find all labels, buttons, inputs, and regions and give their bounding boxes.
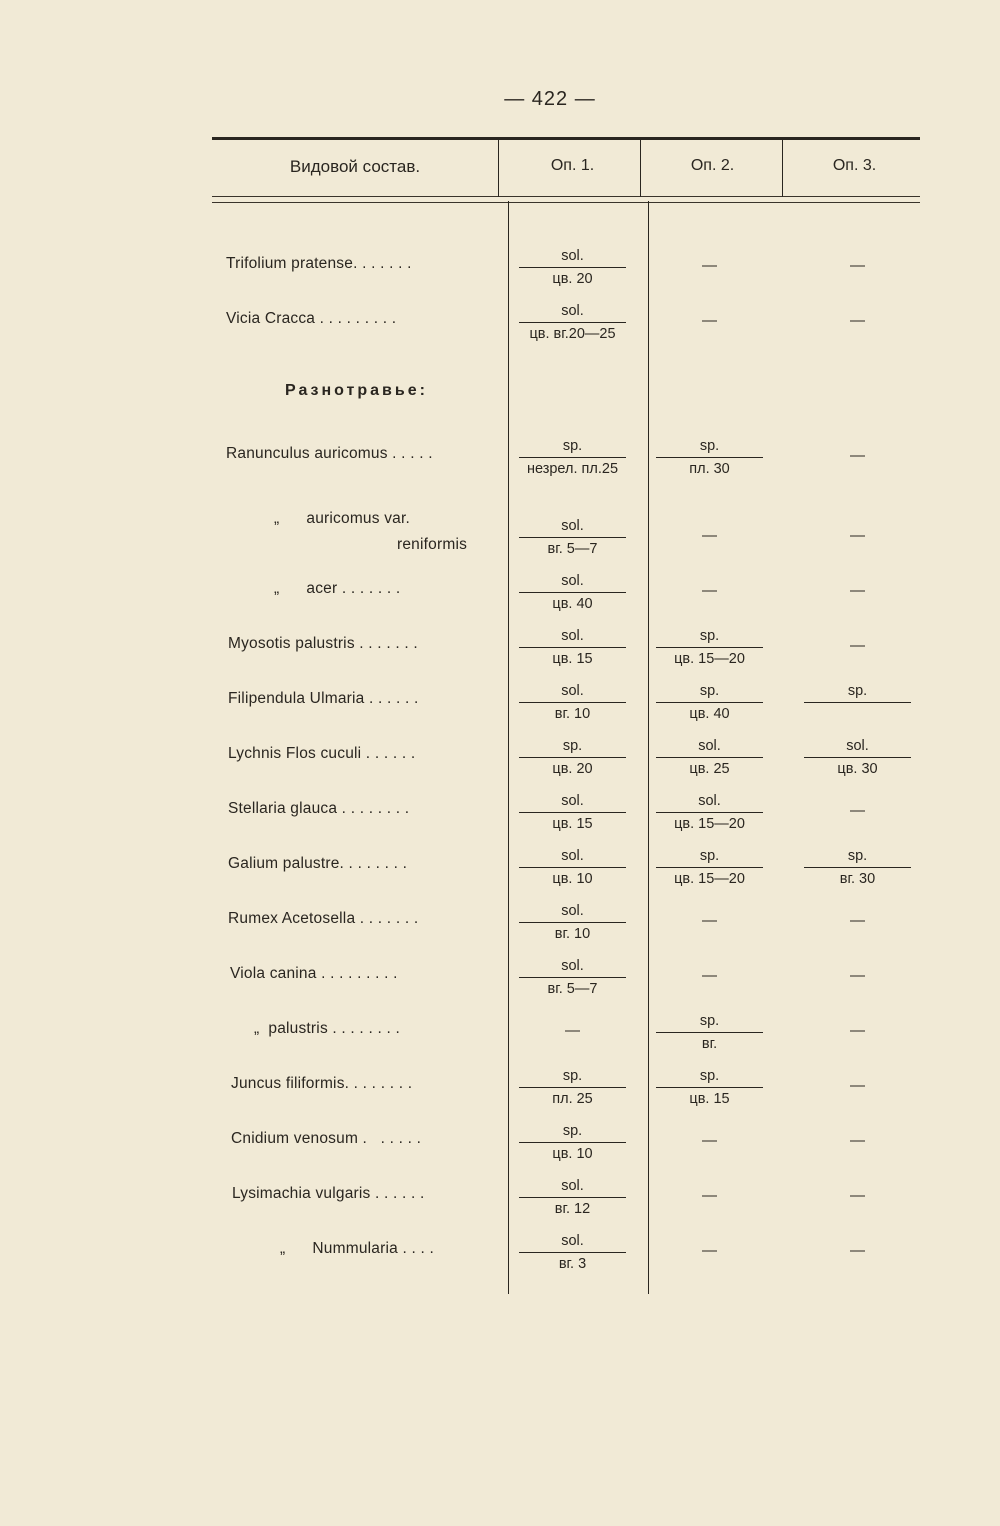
species-name: „ palustris . . . . . . . . xyxy=(254,1020,400,1037)
empty-cell-dash: — xyxy=(850,1242,865,1259)
phase-value: цв. 15 xyxy=(552,816,593,832)
header-op1: Оп. 1. xyxy=(550,157,595,174)
phase-value: цв. 40 xyxy=(689,706,730,722)
abundance-value: sp. xyxy=(699,628,720,644)
fraction-line xyxy=(519,457,626,458)
fraction-line xyxy=(804,867,911,868)
phase-value: пл. 25 xyxy=(552,1091,593,1107)
cell-op2 xyxy=(652,1011,767,1054)
fraction-line xyxy=(656,457,763,458)
abundance-value: sp. xyxy=(847,848,868,864)
species-name: Stellaria glauca . . . . . . . . xyxy=(228,800,410,817)
species-name: Juncus filiformis. . . . . . . . xyxy=(231,1075,413,1092)
fraction-line xyxy=(519,812,626,813)
phase-value: цв. 25 xyxy=(689,761,730,777)
cell-op1 xyxy=(515,1231,630,1274)
species-name: Vicia Cracca . . . . . . . . . xyxy=(226,310,397,327)
column-divider xyxy=(498,140,499,197)
fraction-line xyxy=(519,1252,626,1253)
empty-cell-dash: — xyxy=(850,312,865,329)
phase-value: цв. 20 xyxy=(552,271,593,287)
fraction-line xyxy=(656,702,763,703)
phase-value: вг. 12 xyxy=(554,1201,591,1217)
empty-cell-dash: — xyxy=(702,257,717,274)
phase-value: незрел. пл.25 xyxy=(526,461,619,477)
phase-value: цв. 20 xyxy=(552,761,593,777)
species-name: Myosotis palustris . . . . . . . xyxy=(228,635,418,652)
phase-value: цв. 15 xyxy=(689,1091,730,1107)
empty-cell-dash: — xyxy=(850,912,865,929)
cell-op2 xyxy=(652,791,767,834)
fraction-line xyxy=(519,592,626,593)
empty-cell-dash: — xyxy=(850,1187,865,1204)
species-name: Ranunculus auricomus . . . . . xyxy=(226,445,433,462)
abundance-value: sp. xyxy=(699,683,720,699)
phase-value xyxy=(800,704,915,724)
cell-op1 xyxy=(515,681,630,724)
cell-op1 xyxy=(515,436,630,479)
species-name: Filipendula Ulmaria . . . . . . xyxy=(228,690,419,707)
species-name: „ acer . . . . . . . xyxy=(274,580,401,597)
table-top-rule xyxy=(212,137,920,140)
abundance-value: sol. xyxy=(846,738,869,754)
fraction-line xyxy=(519,647,626,648)
phase-value: цв. 40 xyxy=(552,596,593,612)
empty-cell-dash: — xyxy=(850,447,865,464)
section-label: Разнотравье: xyxy=(285,382,428,399)
empty-cell-dash: — xyxy=(850,1132,865,1149)
cell-op2 xyxy=(652,436,767,479)
species-name: Lysimachia vulgaris . . . . . . xyxy=(232,1185,425,1202)
cell-op3 xyxy=(800,736,915,779)
abundance-value: sol. xyxy=(561,683,584,699)
abundance-value: sp. xyxy=(562,738,583,754)
fraction-line xyxy=(519,322,626,323)
phase-value: вг. 3 xyxy=(558,1256,587,1272)
empty-cell-dash: — xyxy=(850,1077,865,1094)
abundance-value: sol. xyxy=(561,303,584,319)
empty-cell-dash: — xyxy=(850,637,865,654)
empty-cell-dash: — xyxy=(850,257,865,274)
cell-op2 xyxy=(652,626,767,669)
species-name-continued: reniformis xyxy=(397,536,468,553)
table-header-rule xyxy=(212,196,920,203)
phase-value: цв. 15—20 xyxy=(674,816,745,832)
phase-value: вг. 30 xyxy=(839,871,876,887)
empty-cell-dash: — xyxy=(702,1242,717,1259)
fraction-line xyxy=(519,757,626,758)
species-name: Trifolium pratense. . . . . . . xyxy=(226,255,412,272)
phase-value: цв. 10 xyxy=(552,871,593,887)
empty-cell-dash: — xyxy=(850,967,865,984)
species-name: Cnidium venosum . . . . . . xyxy=(231,1130,422,1147)
abundance-value: sp. xyxy=(699,438,720,454)
abundance-value: sp. xyxy=(847,683,868,699)
phase-value: вг. 10 xyxy=(554,706,591,722)
cell-op1 xyxy=(515,956,630,999)
abundance-value: sol. xyxy=(561,518,584,534)
column-divider xyxy=(648,201,649,1294)
species-name: „ Nummularia . . . . xyxy=(280,1240,434,1257)
fraction-line xyxy=(519,267,626,268)
abundance-value: sol. xyxy=(561,573,584,589)
cell-op3 xyxy=(800,846,915,889)
species-name: Rumex Acetosella . . . . . . . xyxy=(228,910,419,927)
empty-cell-dash: — xyxy=(702,1187,717,1204)
cell-op3 xyxy=(800,681,915,724)
phase-value: пл. 30 xyxy=(689,461,730,477)
fraction-line xyxy=(656,867,763,868)
header-op3: Оп. 3. xyxy=(832,157,877,174)
species-name: Lychnis Flos cuculi . . . . . . xyxy=(228,745,416,762)
abundance-value: sol. xyxy=(561,248,584,264)
species-name: Viola canina . . . . . . . . . xyxy=(230,965,398,982)
header-op2: Оп. 2. xyxy=(690,157,735,174)
cell-op2 xyxy=(652,681,767,724)
fraction-line xyxy=(656,647,763,648)
abundance-value: sol. xyxy=(561,903,584,919)
fraction-line xyxy=(656,1087,763,1088)
empty-cell-dash: — xyxy=(702,312,717,329)
cell-op1 xyxy=(515,1121,630,1164)
cell-op1 xyxy=(515,1066,630,1109)
phase-value: вг. 10 xyxy=(554,926,591,942)
empty-cell-dash: — xyxy=(850,582,865,599)
cell-op1 xyxy=(515,846,630,889)
cell-op1 xyxy=(515,626,630,669)
fraction-line xyxy=(519,1142,626,1143)
species-name: Galium palustre. . . . . . . . xyxy=(228,855,408,872)
abundance-value: sp. xyxy=(699,1068,720,1084)
fraction-line xyxy=(804,757,911,758)
cell-op1 xyxy=(515,571,630,614)
abundance-value: sp. xyxy=(562,438,583,454)
phase-value: вг. 5—7 xyxy=(547,541,598,557)
fraction-line xyxy=(519,1197,626,1198)
cell-op2 xyxy=(652,1066,767,1109)
empty-cell-dash: — xyxy=(850,802,865,819)
abundance-value: sol. xyxy=(561,958,584,974)
empty-cell-dash: — xyxy=(702,582,717,599)
fraction-line xyxy=(804,702,911,703)
abundance-value: sol. xyxy=(561,628,584,644)
empty-cell-dash: — xyxy=(702,1132,717,1149)
column-divider xyxy=(508,201,509,1294)
fraction-line xyxy=(656,757,763,758)
phase-value: цв. 15—20 xyxy=(674,871,745,887)
fraction-line xyxy=(519,922,626,923)
cell-op1 xyxy=(515,736,630,779)
empty-cell-dash: — xyxy=(850,1022,865,1039)
header-species: Видовой состав. xyxy=(289,157,421,176)
abundance-value: sp. xyxy=(562,1068,583,1084)
empty-cell-dash: — xyxy=(565,1022,580,1039)
empty-cell-dash: — xyxy=(702,912,717,929)
abundance-value: sol. xyxy=(561,1233,584,1249)
empty-cell-dash: — xyxy=(850,527,865,544)
phase-value: вг. 5—7 xyxy=(547,981,598,997)
phase-value: цв. 15—20 xyxy=(674,651,745,667)
page-number: — 422 — xyxy=(504,88,596,110)
fraction-line xyxy=(656,1032,763,1033)
cell-op2 xyxy=(652,736,767,779)
cell-op2 xyxy=(652,846,767,889)
cell-op1 xyxy=(515,246,630,289)
fraction-line xyxy=(656,812,763,813)
abundance-value: sol. xyxy=(561,793,584,809)
phase-value: цв. 30 xyxy=(837,761,878,777)
column-divider xyxy=(782,140,783,197)
abundance-value: sol. xyxy=(561,1178,584,1194)
fraction-line xyxy=(519,702,626,703)
fraction-line xyxy=(519,1087,626,1088)
column-divider xyxy=(640,140,641,197)
phase-value: вг. xyxy=(701,1036,718,1052)
empty-cell-dash: — xyxy=(702,967,717,984)
species-name: „ auricomus var. xyxy=(274,510,410,527)
fraction-line xyxy=(519,537,626,538)
empty-cell-dash: — xyxy=(702,527,717,544)
fraction-line xyxy=(519,977,626,978)
phase-value: цв. вг.20—25 xyxy=(529,326,616,342)
cell-op1 xyxy=(515,1176,630,1219)
cell-op1 xyxy=(515,791,630,834)
cell-op1 xyxy=(515,516,630,559)
abundance-value: sp. xyxy=(699,848,720,864)
abundance-value: sol. xyxy=(698,793,721,809)
cell-op1 xyxy=(515,301,630,344)
cell-op1 xyxy=(515,901,630,944)
fraction-line xyxy=(519,867,626,868)
abundance-value: sol. xyxy=(698,738,721,754)
abundance-value: sol. xyxy=(561,848,584,864)
abundance-value: sp. xyxy=(699,1013,720,1029)
abundance-value: sp. xyxy=(562,1123,583,1139)
phase-value: цв. 10 xyxy=(552,1146,593,1162)
phase-value: цв. 15 xyxy=(552,651,593,667)
